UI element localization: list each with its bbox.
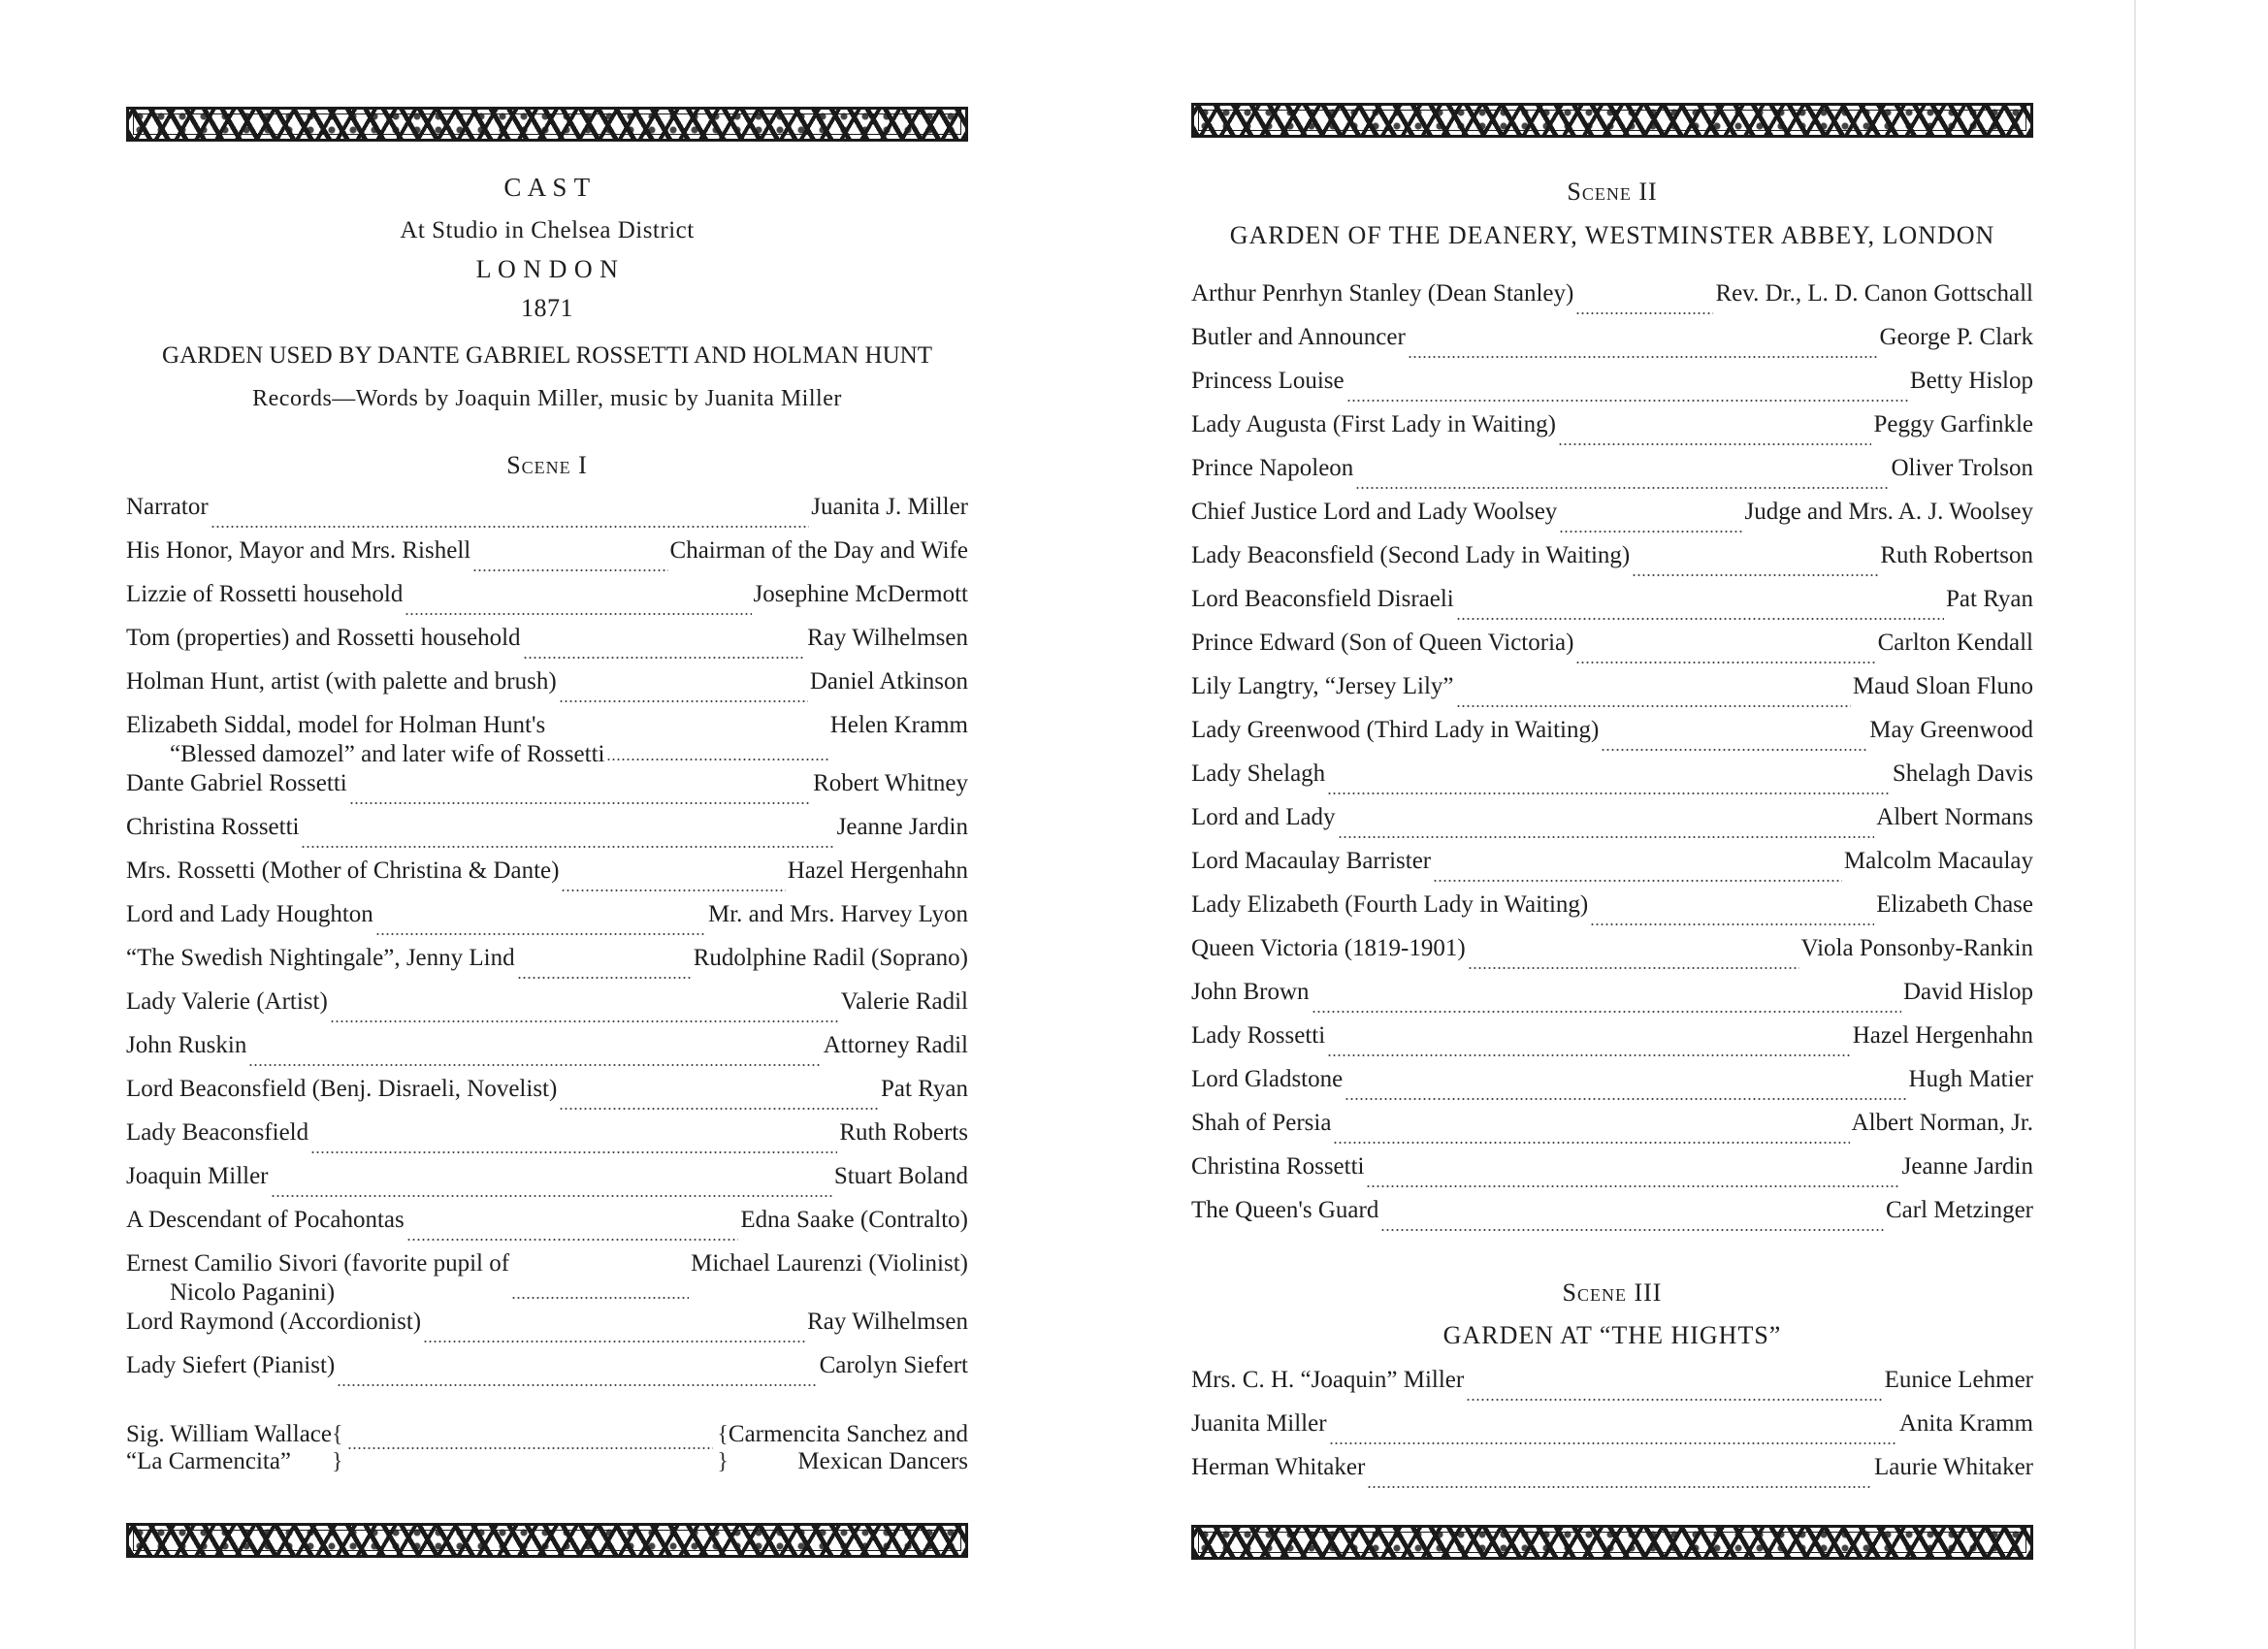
cast-actor: Valerie Radil bbox=[840, 988, 968, 1015]
cast-role: Chief Justice Lord and Lady Woolsey bbox=[1191, 499, 1558, 525]
cast-role-block bbox=[1191, 1065, 1343, 1094]
cast-actor: May Greenwood bbox=[1869, 717, 2033, 743]
cast-row bbox=[1191, 454, 2033, 498]
cast-role: Prince Napoleon bbox=[1191, 455, 1354, 481]
leader-dots bbox=[1327, 792, 1891, 794]
cast-role-block bbox=[126, 1075, 557, 1104]
cast-row bbox=[126, 667, 968, 711]
cast-row bbox=[126, 536, 968, 580]
cast-role-block bbox=[1191, 1196, 1378, 1225]
leader-dots bbox=[1575, 312, 1713, 314]
cast-row bbox=[126, 1162, 968, 1206]
cast-role-block bbox=[126, 1162, 269, 1191]
cast-role: Ernest Camilio Sivori (favorite pupil of bbox=[126, 1250, 510, 1277]
leader-dots bbox=[405, 613, 751, 615]
cast-role: Mrs. C. H. “Joaquin” Miller bbox=[1191, 1367, 1465, 1393]
cast-actor: Malcolm Macaulay bbox=[1843, 848, 2033, 874]
cast-actor-continued: Mexican Dancers bbox=[797, 1448, 968, 1474]
leader-dots bbox=[423, 1341, 805, 1342]
cast-actor: Hazel Hergenhahn bbox=[787, 857, 968, 884]
cast-actor: Edna Saake (Contralto) bbox=[740, 1207, 968, 1233]
right-program-page bbox=[1135, 0, 2268, 1649]
leader-dots bbox=[301, 846, 834, 848]
cast-actor: Judge and Mrs. A. J. Woolsey bbox=[1744, 499, 2033, 525]
cast-row bbox=[126, 711, 968, 769]
leader-dots bbox=[511, 1297, 689, 1299]
cast-role: Christina Rossetti bbox=[1191, 1153, 1365, 1180]
leader-dots bbox=[1338, 836, 1875, 838]
leader-dots bbox=[472, 569, 667, 571]
cast-row bbox=[1191, 1065, 2033, 1109]
leader-dots bbox=[559, 1108, 879, 1110]
cast-row bbox=[126, 813, 968, 857]
cast-actor: Maud Sloan Fluno bbox=[1852, 673, 2033, 699]
leader-dots bbox=[1601, 749, 1867, 751]
leader-dots bbox=[271, 1195, 832, 1197]
page-edge-shadow bbox=[2134, 0, 2136, 1649]
cast-row bbox=[126, 769, 968, 813]
cast-role: A Descendant of Pocahontas bbox=[126, 1207, 405, 1233]
cast-role-block bbox=[126, 667, 557, 696]
cast-role: Joaquin Miller bbox=[126, 1163, 269, 1189]
cast-actor: Rev. Dr., L. D. Canon Gottschall bbox=[1715, 280, 2033, 307]
records-line: Records—Words by Joaquin Miller, music by Juanita Miller bbox=[252, 386, 842, 411]
cast-role: Herman Whitaker bbox=[1191, 1454, 1366, 1480]
right-brace: { } bbox=[717, 1422, 729, 1474]
cast-role-block bbox=[126, 536, 470, 566]
cast-row bbox=[1191, 1152, 2033, 1196]
ornamental-bottom-border bbox=[126, 1523, 968, 1558]
cast-role: Butler and Announcer bbox=[1191, 324, 1406, 350]
cast-actor: Ray Wilhelmsen bbox=[807, 625, 968, 651]
leader-dots bbox=[523, 657, 806, 659]
cast-actor: Helen Kramm bbox=[829, 712, 968, 738]
cast-role-block bbox=[1191, 1152, 1364, 1181]
leader-dots bbox=[561, 889, 785, 891]
cast-role-block bbox=[1191, 323, 1406, 352]
cast-actor: Anita Kramm bbox=[1898, 1410, 2033, 1437]
cast-role-block bbox=[126, 1308, 421, 1337]
scene-one-cast-list bbox=[126, 493, 968, 1395]
leader-dots bbox=[1456, 618, 1944, 620]
cast-row bbox=[1191, 847, 2033, 890]
cast-actor: Albert Norman, Jr. bbox=[1851, 1110, 2033, 1136]
cast-role-block bbox=[126, 1118, 308, 1148]
cast-row bbox=[126, 987, 968, 1031]
leader-dots bbox=[1559, 531, 1742, 533]
cast-row bbox=[126, 580, 968, 624]
leader-dots bbox=[248, 1064, 821, 1066]
cast-role-block bbox=[1191, 1366, 1464, 1395]
cast-row bbox=[126, 1249, 968, 1308]
cast-row bbox=[1191, 1453, 2033, 1497]
cast-role: The Queen's Guard bbox=[1191, 1197, 1379, 1223]
cast-role-block bbox=[126, 1031, 246, 1060]
garden-line: GARDEN USED BY DANTE GABRIEL ROSSETTI AND HOLMAN HUNT bbox=[162, 342, 932, 369]
leader-dots bbox=[1632, 574, 1878, 576]
cast-actor: Peggy Garfinkle bbox=[1873, 411, 2033, 437]
cast-role: Shah of Persia bbox=[1191, 1110, 1332, 1136]
cast-role: Lord Beaconsfield Disraeli bbox=[1191, 586, 1454, 612]
ornamental-top-border bbox=[126, 107, 968, 142]
cast-row bbox=[1191, 1366, 2033, 1409]
cast-actor: Carlton Kendall bbox=[1877, 630, 2033, 656]
leader-dots bbox=[347, 1447, 714, 1449]
cast-row bbox=[1191, 629, 2033, 672]
cast-role-block bbox=[1191, 367, 1345, 396]
cast-row bbox=[1191, 585, 2033, 629]
leader-dots bbox=[1355, 487, 1889, 489]
cast-role-continued: “La Carmencita” bbox=[126, 1448, 292, 1474]
leader-dots bbox=[1333, 1142, 1849, 1144]
cast-actor: Oliver Trolson bbox=[1891, 455, 2033, 481]
cast-role: Christina Rossetti bbox=[126, 814, 300, 840]
cast-role: Lady Shelagh bbox=[1191, 760, 1326, 787]
cast-role-block bbox=[1191, 498, 1557, 527]
cast-actor: Rudolphine Radil (Soprano) bbox=[693, 945, 968, 971]
cast-actor: Attorney Radil bbox=[823, 1032, 968, 1058]
leader-dots bbox=[337, 1384, 817, 1386]
leader-dots bbox=[375, 933, 706, 935]
leader-dots bbox=[1367, 1486, 1872, 1488]
cast-row bbox=[1191, 498, 2033, 541]
cast-actor: Ruth Robertson bbox=[1880, 542, 2033, 568]
cast-role-block bbox=[126, 769, 347, 798]
cast-actor: Jeanne Jardin bbox=[1901, 1153, 2033, 1180]
cast-row bbox=[126, 1031, 968, 1075]
cast-role-block bbox=[1191, 454, 1353, 483]
cast-role: Elizabeth Siddal, model for Holman Hunt's bbox=[126, 712, 546, 738]
cast-row bbox=[1191, 1021, 2033, 1065]
cast-role-block bbox=[126, 944, 515, 973]
cast-role-block bbox=[126, 493, 209, 522]
cast-actor: Robert Whitney bbox=[813, 770, 968, 796]
cast-role: Tom (properties) and Rossetti household bbox=[126, 625, 521, 651]
cast-role-block bbox=[126, 900, 373, 929]
cast-actor: Shelagh Davis bbox=[1892, 760, 2033, 787]
leader-dots bbox=[1366, 1185, 1899, 1187]
year-line: 1871 bbox=[521, 294, 573, 322]
leader-dots bbox=[1575, 662, 1875, 663]
leader-dots bbox=[559, 700, 808, 702]
leader-dots bbox=[1408, 356, 1878, 358]
leader-dots bbox=[406, 1239, 739, 1241]
cast-role: Holman Hunt, artist (with palette and brush) bbox=[126, 668, 557, 695]
scene-two-place: GARDEN OF THE DEANERY, WESTMINSTER ABBEY, LONDON bbox=[1229, 221, 1995, 249]
leader-dots bbox=[1456, 705, 1851, 707]
cast-role-block bbox=[126, 1249, 509, 1308]
cast-actor: Carl Metzinger bbox=[1885, 1197, 2033, 1223]
cast-actor: Mr. and Mrs. Harvey Lyon bbox=[707, 901, 968, 927]
cast-row bbox=[126, 857, 968, 900]
cast-role-block bbox=[1191, 410, 1556, 439]
cast-row bbox=[126, 1351, 968, 1395]
cast-actor: Elizabeth Chase bbox=[1876, 891, 2033, 918]
cast-row bbox=[126, 1308, 968, 1351]
cast-row bbox=[126, 900, 968, 944]
cast-role-block bbox=[126, 813, 299, 842]
cast-actor: Viola Ponsonby-Rankin bbox=[1800, 935, 2033, 961]
cast-role: John Brown bbox=[1191, 979, 1310, 1005]
scene-one-title: Scene I bbox=[506, 451, 588, 479]
location-line: At Studio in Chelsea District bbox=[400, 217, 695, 243]
cast-role: Lord and Lady bbox=[1191, 804, 1336, 830]
leader-dots bbox=[1558, 443, 1872, 445]
cast-actor: George P. Clark bbox=[1879, 324, 2033, 350]
cast-actor: Juanita J. Miller bbox=[811, 494, 968, 520]
cast-role: His Honor, Mayor and Mrs. Rishell bbox=[126, 537, 471, 564]
cast-role: Lord Gladstone bbox=[1191, 1066, 1344, 1092]
cast-actor: Albert Normans bbox=[1876, 804, 2033, 830]
cast-role-block bbox=[1191, 585, 1454, 614]
cast-role: Lady Siefert (Pianist) bbox=[126, 1352, 336, 1378]
cast-role: Queen Victoria (1819-1901) bbox=[1191, 935, 1466, 961]
cast-role-block bbox=[1191, 1453, 1365, 1482]
cast-role-block bbox=[1191, 1109, 1331, 1138]
ornamental-top-border bbox=[1191, 103, 2033, 138]
cast-row bbox=[1191, 672, 2033, 716]
cast-row bbox=[1191, 890, 2033, 934]
cast-role: Lizzie of Rossetti household bbox=[126, 581, 404, 607]
scene-three-title: Scene III bbox=[1562, 1278, 1663, 1307]
cast-role: Lady Rossetti bbox=[1191, 1022, 1326, 1049]
cast-role-block bbox=[126, 987, 328, 1017]
scene-two-title: Scene II bbox=[1567, 178, 1658, 206]
leader-dots bbox=[606, 759, 827, 760]
leader-dots bbox=[1345, 1098, 1906, 1100]
cast-role-block bbox=[1191, 1021, 1325, 1051]
leader-dots bbox=[1329, 1442, 1897, 1444]
cast-role: Juanita Miller bbox=[1191, 1410, 1327, 1437]
cast-role: Lady Beaconsfield bbox=[126, 1119, 309, 1146]
leader-dots bbox=[1380, 1229, 1884, 1231]
cast-role: Lord and Lady Houghton bbox=[126, 901, 373, 927]
cast-actor: Pat Ryan bbox=[1946, 586, 2033, 612]
cast-actor: Hugh Matier bbox=[1908, 1066, 2033, 1092]
leader-dots bbox=[1433, 880, 1842, 882]
cast-row bbox=[1191, 367, 2033, 410]
cast-heading: C A S T bbox=[503, 173, 591, 202]
cast-actor: Betty Hislop bbox=[1909, 368, 2033, 394]
cast-role-block bbox=[1191, 672, 1454, 701]
cast-row bbox=[126, 1075, 968, 1118]
leader-dots bbox=[1590, 923, 1874, 925]
cast-actor: Jeanne Jardin bbox=[836, 814, 968, 840]
cast-role: Narrator bbox=[126, 494, 209, 520]
cast-role-block bbox=[126, 1206, 405, 1235]
cast-actor: Ruth Roberts bbox=[839, 1119, 968, 1146]
city-line: L O N D O N bbox=[475, 255, 619, 283]
cast-row bbox=[126, 493, 968, 536]
cast-row bbox=[1191, 716, 2033, 760]
cast-actor: Michael Laurenzi (Violinist) bbox=[691, 1250, 968, 1277]
cast-actor: Laurie Whitaker bbox=[1873, 1454, 2033, 1480]
scene-three-place: GARDEN AT “THE HIGHTS” bbox=[1442, 1321, 1782, 1349]
cast-row bbox=[126, 1206, 968, 1249]
cast-role-block bbox=[1191, 760, 1325, 789]
cast-row bbox=[1191, 978, 2033, 1021]
cast-row bbox=[1191, 541, 2033, 585]
cast-actor: Chairman of the Day and Wife bbox=[669, 537, 968, 564]
cast-row bbox=[1191, 803, 2033, 847]
leader-dots bbox=[1466, 1399, 1882, 1401]
cast-row bbox=[1191, 279, 2033, 323]
cast-role-block bbox=[1191, 847, 1431, 876]
cast-role-block bbox=[126, 711, 604, 769]
cast-role: Arthur Penrhyn Stanley (Dean Stanley) bbox=[1191, 280, 1574, 307]
cast-role: Sig. William Wallace bbox=[126, 1421, 332, 1447]
cast-actor: Carmencita Sanchez and bbox=[728, 1421, 968, 1447]
cast-role: Prince Edward (Son of Queen Victoria) bbox=[1191, 630, 1574, 656]
leader-dots bbox=[1468, 967, 1799, 969]
cast-actor: Josephine McDermott bbox=[753, 581, 968, 607]
cast-role: Lady Elizabeth (Fourth Lady in Waiting) bbox=[1191, 891, 1589, 918]
leader-dots bbox=[330, 1020, 839, 1022]
cast-role: Princess Louise bbox=[1191, 368, 1345, 394]
leader-dots bbox=[211, 526, 810, 528]
cast-role-block bbox=[126, 857, 559, 886]
cast-row-final bbox=[126, 1421, 968, 1475]
cast-row bbox=[1191, 1196, 2033, 1240]
cast-role-block bbox=[1191, 629, 1573, 658]
cast-role: John Ruskin bbox=[126, 1032, 247, 1058]
cast-role-continued: “Blessed damozel” and later wife of Rossetti bbox=[170, 741, 605, 767]
cast-role: Lord Beaconsfield (Benj. Disraeli, Novelist) bbox=[126, 1076, 558, 1102]
cast-role-block bbox=[1191, 978, 1310, 1007]
cast-role: “The Swedish Nightingale”, Jenny Lind bbox=[126, 945, 515, 971]
cast-role-block bbox=[126, 624, 521, 653]
cast-role: Mrs. Rossetti (Mother of Christina & Dante) bbox=[126, 857, 560, 884]
cast-role: Lord Macaulay Barrister bbox=[1191, 848, 1432, 874]
cast-role-block bbox=[1191, 279, 1573, 308]
leader-dots bbox=[310, 1151, 837, 1153]
cast-row bbox=[126, 624, 968, 667]
cast-role-block bbox=[1191, 803, 1336, 832]
cast-role: Dante Gabriel Rossetti bbox=[126, 770, 347, 796]
cast-role: Lady Augusta (First Lady in Waiting) bbox=[1191, 411, 1556, 437]
cast-role-block bbox=[1191, 541, 1630, 570]
cast-actor: Eunice Lehmer bbox=[1884, 1367, 2033, 1393]
cast-role: Lord Raymond (Accordionist) bbox=[126, 1309, 422, 1335]
leader-dots bbox=[349, 802, 811, 804]
cast-row bbox=[1191, 760, 2033, 803]
leader-dots bbox=[1312, 1011, 1901, 1013]
leader-dots bbox=[1346, 400, 1908, 402]
cast-role: Lady Beaconsfield (Second Lady in Waiting) bbox=[1191, 542, 1631, 568]
cast-role-continued: Nicolo Paganini) bbox=[170, 1279, 336, 1306]
cast-row bbox=[1191, 323, 2033, 367]
cast-actor: Daniel Atkinson bbox=[809, 668, 968, 695]
scene-two-cast-list bbox=[1191, 279, 2033, 1240]
cast-actor: Ray Wilhelmsen bbox=[807, 1309, 968, 1335]
cast-role-block bbox=[126, 1351, 335, 1380]
cast-role: Lady Greenwood (Third Lady in Waiting) bbox=[1191, 717, 1600, 743]
cast-row bbox=[1191, 1109, 2033, 1152]
cast-actor: Hazel Hergenhahn bbox=[1852, 1022, 2033, 1049]
cast-actor: Carolyn Siefert bbox=[819, 1352, 968, 1378]
cast-row bbox=[1191, 1409, 2033, 1453]
cast-role-block bbox=[1191, 1409, 1327, 1439]
cast-role-block bbox=[1191, 934, 1466, 963]
cast-actor: Pat Ryan bbox=[881, 1076, 968, 1102]
scene-three-cast-list bbox=[1191, 1366, 2033, 1497]
ornamental-bottom-border bbox=[1191, 1525, 2033, 1560]
leader-dots bbox=[1327, 1054, 1851, 1056]
cast-role-block bbox=[126, 580, 403, 609]
cast-row bbox=[126, 944, 968, 987]
cast-role: Lady Valerie (Artist) bbox=[126, 988, 328, 1015]
cast-role: Lily Langtry, “Jersey Lily” bbox=[1191, 673, 1454, 699]
cast-row bbox=[126, 1118, 968, 1162]
cast-actor: Stuart Boland bbox=[833, 1163, 968, 1189]
leader-dots bbox=[517, 977, 692, 979]
cast-row bbox=[1191, 410, 2033, 454]
cast-role-block bbox=[1191, 716, 1599, 745]
cast-role-block bbox=[1191, 890, 1588, 920]
cast-actor: David Hislop bbox=[1902, 979, 2033, 1005]
cast-row bbox=[1191, 934, 2033, 978]
left-brace: { } bbox=[332, 1422, 343, 1474]
